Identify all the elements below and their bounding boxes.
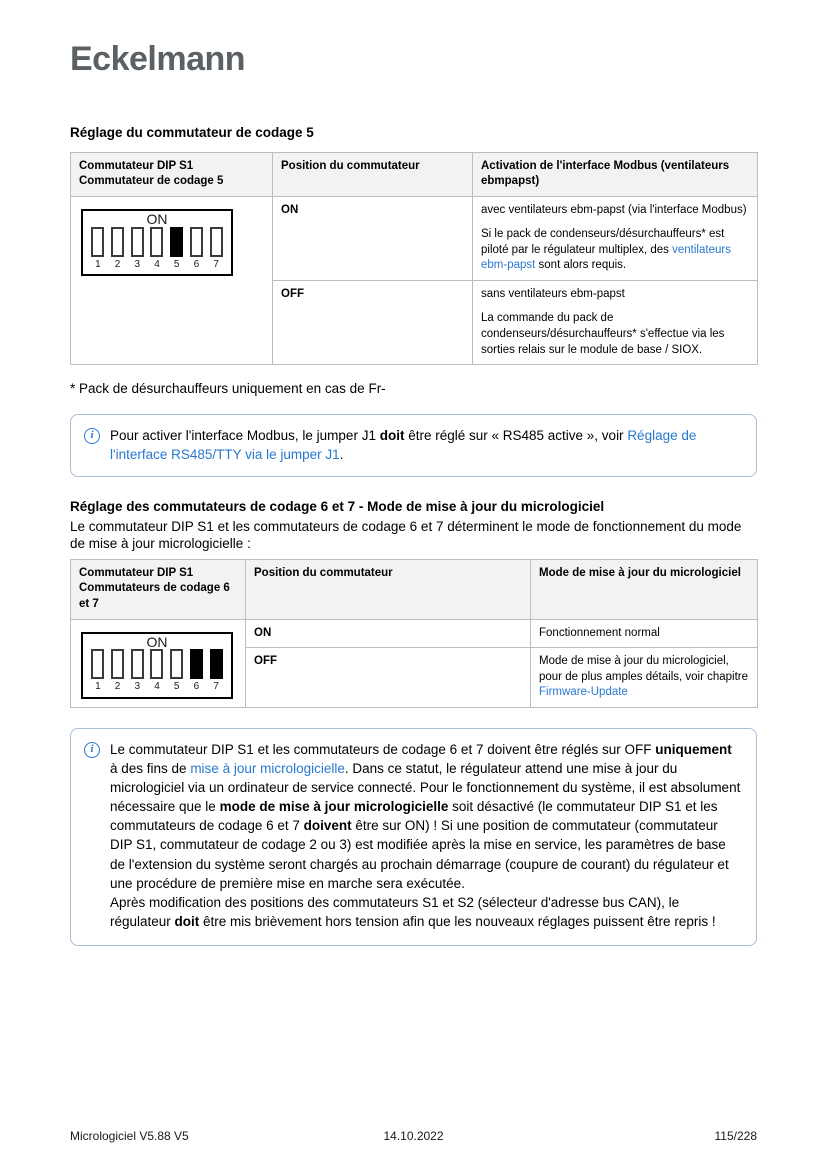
- dip-switch-number-2: 2: [114, 681, 121, 693]
- dip-switch-5-on: [170, 227, 183, 257]
- firmware-update-link[interactable]: Firmware-Update: [539, 686, 628, 699]
- table2-header-col2: Position du commutateur: [246, 559, 531, 619]
- position-off-label: OFF: [281, 287, 304, 300]
- table1-header-col3: Activation de l'interface Modbus (ventilateurs ebmpapst): [473, 152, 758, 196]
- description-paragraph: sans ventilateurs ebm-papst: [481, 287, 625, 300]
- text-segment: Après modification des positions des commutateurs S1 et S2 (sélecteur d'adresse bus CAN), le régulateur: [110, 894, 680, 930]
- dip-switch-graphic-1: [81, 209, 233, 276]
- table2-row-on-description: Fonctionnement normal: [531, 619, 758, 648]
- text-segment: .: [339, 447, 344, 463]
- ventilateurs-ebm-papst-link[interactable]: ventilateurs ebm-papst: [481, 243, 731, 272]
- dip-slots: [88, 227, 226, 257]
- bold-text: doit: [379, 428, 405, 444]
- table1-header-col1: [71, 152, 273, 196]
- text-segment: à des fins de: [110, 760, 191, 776]
- description-paragraph: avec ventilateurs ebm-papst (via l'interface Modbus): [481, 203, 747, 216]
- dip-switch-3-off: [131, 227, 144, 257]
- text-segment: soit désactivé (le commutateur DIP S1 et les commutateurs de codage 6 et 7: [110, 799, 718, 834]
- table-row: [71, 619, 758, 648]
- dip-switch-number-7: 7: [213, 681, 219, 693]
- dip-switch-4-off: [150, 649, 163, 679]
- dip-switch-number-3: 3: [134, 681, 141, 693]
- info-box-firmware-update: [70, 728, 757, 947]
- bold-text: doit: [174, 914, 200, 930]
- page-footer: [70, 1129, 757, 1143]
- dip-switch-number-4: 4: [154, 681, 160, 693]
- dip-switch-number-6: 6: [193, 258, 200, 270]
- dip-switch-number-4: 4: [154, 258, 160, 270]
- table-header-row: [71, 559, 758, 619]
- coding-switch-5-table: [70, 152, 758, 365]
- info-box-text: [110, 426, 742, 464]
- table2-header-col1-line2: Commutateurs de codage 6 et 7: [79, 582, 230, 610]
- mise-a-jour-micrologicielle-link[interactable]: mise à jour micrologicielle: [190, 760, 345, 776]
- footer-page-number: 115/228: [714, 1129, 757, 1143]
- table1-row-off-position: [273, 280, 473, 364]
- text-segment: Le commutateur DIP S1 et les commutateurs de codage 6 et 7 doivent être réglés sur OFF: [110, 741, 656, 757]
- table1-header-col2: Position du commutateur: [273, 152, 473, 196]
- dip-switch-number-2: 2: [114, 258, 121, 270]
- dip-switch-number-5: 5: [173, 681, 180, 693]
- text-segment: Pour activer l'interface Modbus, le jumper J1: [110, 428, 380, 444]
- info-paragraph-1: [110, 740, 742, 893]
- text-segment: être mis brièvement hors tension afin que les nouveaux réglages puissent être repris !: [199, 914, 716, 930]
- dip-numbers: [88, 258, 226, 272]
- table2-row-on-position: [246, 619, 531, 648]
- dip-switch-6-on: [190, 649, 203, 679]
- footer-version: Micrologiciel V5.88 V5: [70, 1129, 189, 1143]
- dip-slots: [88, 649, 226, 679]
- table2-header-col1: [71, 559, 246, 619]
- dip-switch-number-3: 3: [134, 258, 141, 270]
- table2-row-off-position: [246, 648, 531, 708]
- table1-row-on-description: [473, 196, 758, 280]
- table1-dip-cell: [71, 196, 273, 364]
- dip-switch-2-off: [111, 227, 124, 257]
- info-box-text: [110, 740, 742, 932]
- description-paragraph: La commande du pack de condenseurs/désurchauffeurs* s'effectue via les sorties relais sur le module de base / SIOX.: [481, 312, 725, 356]
- position-on-label: ON: [254, 626, 272, 639]
- footnote: * Pack de désurchauffeurs uniquement en cas de Fr-: [70, 381, 386, 397]
- dip-switch-1-off: [91, 227, 104, 257]
- table1-header-col1-line2: Commutateur de codage 5: [79, 175, 224, 188]
- dip-switch-graphic-2: [81, 632, 233, 699]
- dip-switch-3-off: [131, 649, 144, 679]
- dip-switch-1-off: [91, 649, 104, 679]
- dip-switch-number-7: 7: [213, 258, 219, 270]
- position-off-label: OFF: [254, 655, 277, 668]
- section2-intro: Le commutateur DIP S1 et les commutateurs de codage 6 et 7 déterminent le mode de fonctionnement du mode de mise à jour micrologicielle :: [70, 519, 742, 552]
- text-segment: être réglé sur « RS485 active », voir: [404, 428, 628, 444]
- info-icon: i: [84, 428, 100, 444]
- bold-text: mode de mise à jour micrologicielle: [219, 799, 449, 815]
- table-header-row: [71, 152, 758, 196]
- text-segment: être sur ON) ! Si une position de commutateur (commutateur DIP S1, commutateur de codage 2 ou 3) est modifiée après la mise en service, les paramètres de base de l'extension du système seront chargés au prochain démarrage (coupure de courant) du régulateur et une procédure de première mise en marche sera exécutée.: [110, 818, 729, 891]
- dip-switch-number-5: 5: [173, 258, 180, 270]
- dip-on-label: ON: [146, 633, 168, 650]
- eckelmann-logo: Eckelmann: [70, 40, 246, 78]
- section1-heading: Réglage du commutateur de codage 5: [70, 125, 314, 140]
- table2-header-col1-line1: Commutateur DIP S1: [79, 566, 194, 579]
- dip-switch-6-off: [190, 227, 203, 257]
- dip-switch-number-1: 1: [95, 681, 101, 693]
- info-box-modbus: [70, 414, 757, 477]
- text-segment: Mode de mise à jour du micrologiciel, pour de plus amples détails, voir chapitre: [539, 655, 749, 683]
- dip-switch-2-off: [111, 649, 124, 679]
- coding-switch-6-7-table: [70, 559, 758, 708]
- position-on-label: ON: [281, 203, 299, 216]
- footer-date: 14.10.2022: [383, 1129, 444, 1143]
- section2-heading: Réglage des commutateurs de codage 6 et 7 - Mode de mise à jour du micrologiciel: [70, 499, 605, 515]
- dip-switch-5-off: [170, 649, 183, 679]
- info-paragraph-2: [110, 893, 742, 931]
- dip-on-label: ON: [146, 210, 168, 227]
- info-icon: i: [84, 742, 100, 758]
- table1-header-col1-line1: Commutateur DIP S1: [79, 159, 194, 172]
- text-segment: sont alors requis.: [535, 259, 627, 272]
- table-row: [71, 196, 758, 280]
- dip-switch-7-on: [210, 649, 223, 679]
- rs485-tty-jumper-link[interactable]: Réglage de l'interface RS485/TTY via le jumper J1: [110, 428, 697, 463]
- bold-text: uniquement: [655, 741, 732, 757]
- description-paragraph: [481, 227, 749, 274]
- dip-switch-4-off: [150, 227, 163, 257]
- table1-row-on-position: [273, 196, 473, 280]
- bold-text: doivent: [303, 818, 352, 834]
- dip-numbers: [88, 680, 226, 694]
- table2-row-off-description: [531, 648, 758, 708]
- text-segment: Si le pack de condenseurs/désurchauffeurs* est piloté par le régulateur multiplex, des: [481, 228, 725, 256]
- text-segment: . Dans ce statut, le régulateur attend une mise à jour du micrologiciel via un ordinateur de service connecté. Pour le fonctionnement du système, il est absolument nécessaire que le: [110, 760, 741, 815]
- table1-row-off-description: [473, 280, 758, 364]
- dip-switch-7-off: [210, 227, 223, 257]
- table2-dip-cell: [71, 619, 246, 707]
- dip-switch-number-6: 6: [193, 681, 200, 693]
- table2-header-col3: Mode de mise à jour du micrologiciel: [531, 559, 758, 619]
- dip-switch-number-1: 1: [95, 258, 101, 270]
